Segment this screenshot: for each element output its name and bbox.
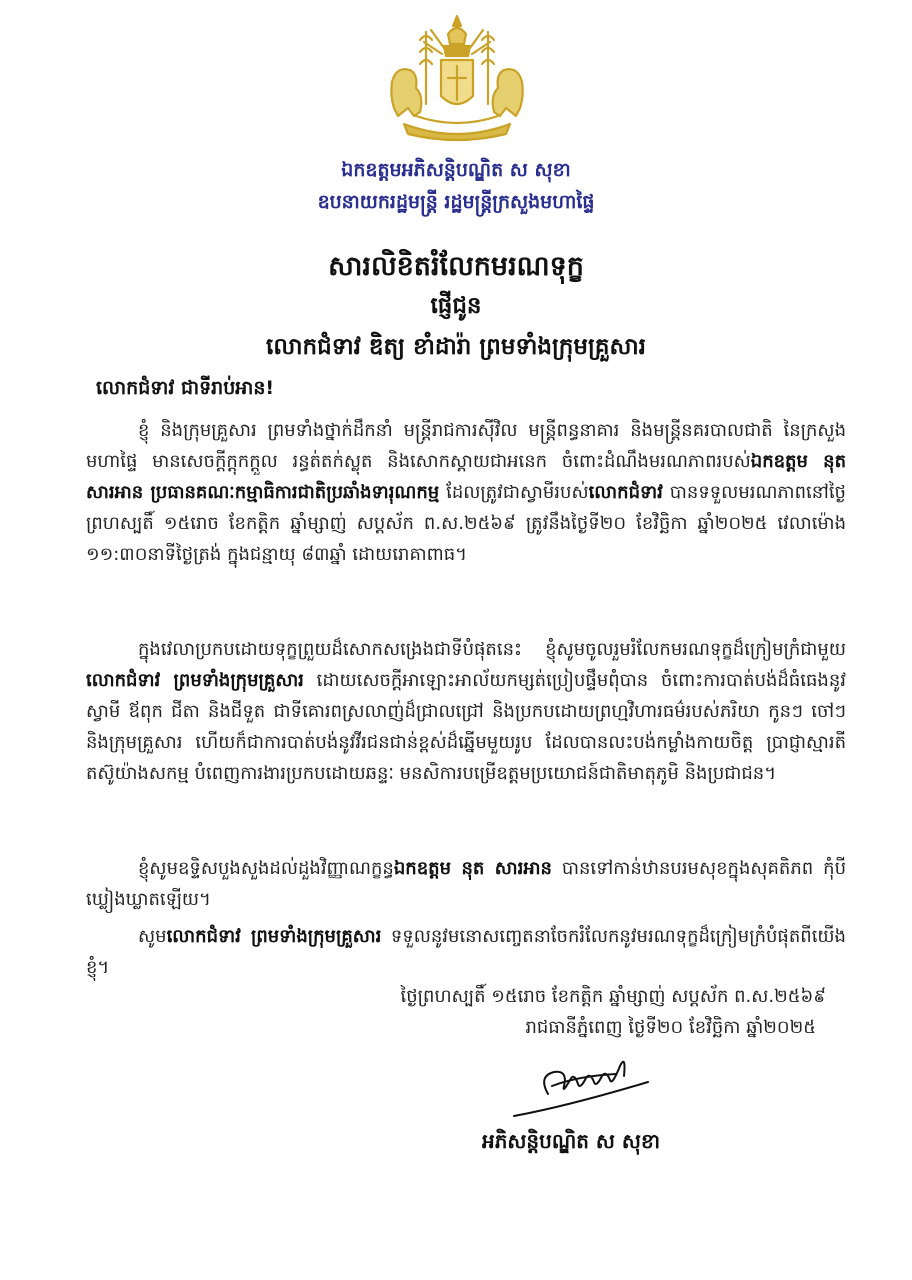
- bold-text: លោកជំទាវ ព្រមទាំងក្រុមគ្រួសារ: [86, 670, 304, 691]
- recipient-line: លោកជំទាវ ឌិត្យ ខាំដារ៉ា ព្រមទាំងក្រុមគ្រួសារ: [266, 334, 646, 360]
- solar-date: រាជធានីភ្នំពេញ ថ្ងៃទី២០ ខែវិច្ឆិកា ឆ្នាំ២០២៥: [525, 1017, 816, 1038]
- paragraph-text: ដែលត្រូវជាស្វាមីរបស់: [439, 482, 589, 503]
- paragraph-text: បានទទួលមរណភាពនៅថ្ងៃព្រហស្បតិ៍ ១៥រោច ខែកត្តិក ឆ្នាំម្សាញ់ សប្តស័ក ព.ស.២៥៦៩ ត្រូវនឹងថ្ងៃទី២០ ខែវិច្ឆិកា ឆ្នាំ២០២៥ វេលាម៉ោង ១១:៣០នាទីថ្ងៃត្រង់ ក្នុងជន្មាយុ ៨៣ឆ្នាំ ដោយរោគាពាធ។: [86, 482, 846, 565]
- paragraph-4: [86, 921, 846, 983]
- bold-text: លោកជំទាវ: [588, 482, 663, 503]
- sender-name: ឯកឧត្តមអភិសន្តិបណ្ឌិត ស សុខា: [341, 159, 571, 181]
- paragraph-text: ដោយសេចក្តីអាឡោះអាល័យកម្សត់ប្រៀបផ្ទឹមពុំបាន ចំពោះការបាត់បង់ដ៏ធំធេងនូវស្វាមី ឪពុក ជីតា និងជីទួត ជាទីគោរពស្រលាញ់ដ៏ជ្រាលជ្រៅ និងប្រកបដោយព្រហ្មវិហារធម៌របស់ភរិយា កូនៗ ចៅៗ និងក្រុមគ្រួសារ ហើយក៏ជាការបាត់បង់នូវវីរជនជាន់ខ្ពស់ដ៏ឆ្នើមមួយរូប ដែលបានលះបង់កម្លាំងកាយចិត្ត ប្រាជ្ញាស្មារតី តស៊ូយ៉ាងសកម្ម បំពេញការងារប្រកបដោយឆន្ទៈ មនសិការបម្រើឧត្តមប្រយោជន៍ជាតិមាតុភូមិ និងប្រជាជន។: [86, 670, 846, 784]
- royal-emblem-icon: [386, 12, 528, 146]
- document-title: សារលិខិតរំលែកមរណទុក្ខ: [328, 251, 584, 282]
- bold-text: ឯកឧត្តម នុត សារអាន: [393, 858, 552, 879]
- paragraph-text: សូម: [138, 926, 167, 947]
- paragraph-1: [86, 415, 846, 570]
- paragraph-text: ទទួលនូវមនោសញ្ចេតនាចែករំលែកនូវមរណទុក្ខដ៏ក្រៀមក្រំបំផុតពីយើងខ្ញុំ។: [86, 926, 846, 978]
- signer-name: អភិសន្តិបណ្ឌិត ស សុខា: [482, 1129, 660, 1153]
- paragraph-text: ខ្ញុំ និងក្រុមគ្រួសារ ព្រមទាំងថ្នាក់ដឹកនាំ មន្ត្រីរាជការស៊ីវិល មន្ត្រីពន្ធនាគារ និងមន្ត្រីនគរបាលជាតិ នៃក្រសួងមហាផ្ទៃ មានសេចក្តីក្តុកក្តួល រន្ធត់តក់ស្លុត និងសោកស្តាយជាអនេក ចំពោះដំណឹងមរណភាពរបស់: [86, 420, 846, 472]
- paragraph-2: [86, 634, 846, 789]
- sent-to-label: ផ្ញើជូន: [430, 293, 482, 319]
- paragraph-text: ខ្ញុំសូមឧទ្ទិសបួងសួងដល់ដួងវិញ្ញាណក្ខន្ធ: [138, 858, 394, 879]
- sender-title: ឧបនាយករដ្ឋមន្ត្រី រដ្ឋមន្ត្រីក្រសួងមហាផ្ទៃ: [317, 191, 595, 213]
- paragraph-3: [86, 853, 846, 915]
- paragraph-text: ក្នុងវេលាប្រកបដោយទុក្ខព្រួយដ៏សោកសង្រេងជាទីបំផុតនេះ ខ្ញុំសូមចូលរួមរំលែកមរណទុក្ខដ៏ក្រៀមក្រំជាមួយ: [138, 639, 846, 660]
- bold-text: ឯកឧត្តម នុត សារអាន ប្រធានគណៈកម្មាធិការជាតិប្រឆាំងទារុណកម្ម: [86, 451, 846, 503]
- bold-text: លោកជំទាវ ព្រមទាំងក្រុមគ្រួសារ: [166, 926, 382, 947]
- lunar-date: ថ្ងៃព្រហស្បតិ៍ ១៥រោច ខែកត្តិក ឆ្នាំម្សាញ់ សប្តស័ក ព.ស.២៥៦៩: [400, 986, 826, 1007]
- signature-image: [508, 1046, 658, 1120]
- salutation: លោកជំទាវ ជាទីរាប់អាន!: [96, 377, 275, 399]
- paragraph-text: បានទៅកាន់ឋានបរមសុខក្នុងសុគតិភព កុំបីឃ្លៀងឃ្លាតឡើយ។: [86, 858, 846, 910]
